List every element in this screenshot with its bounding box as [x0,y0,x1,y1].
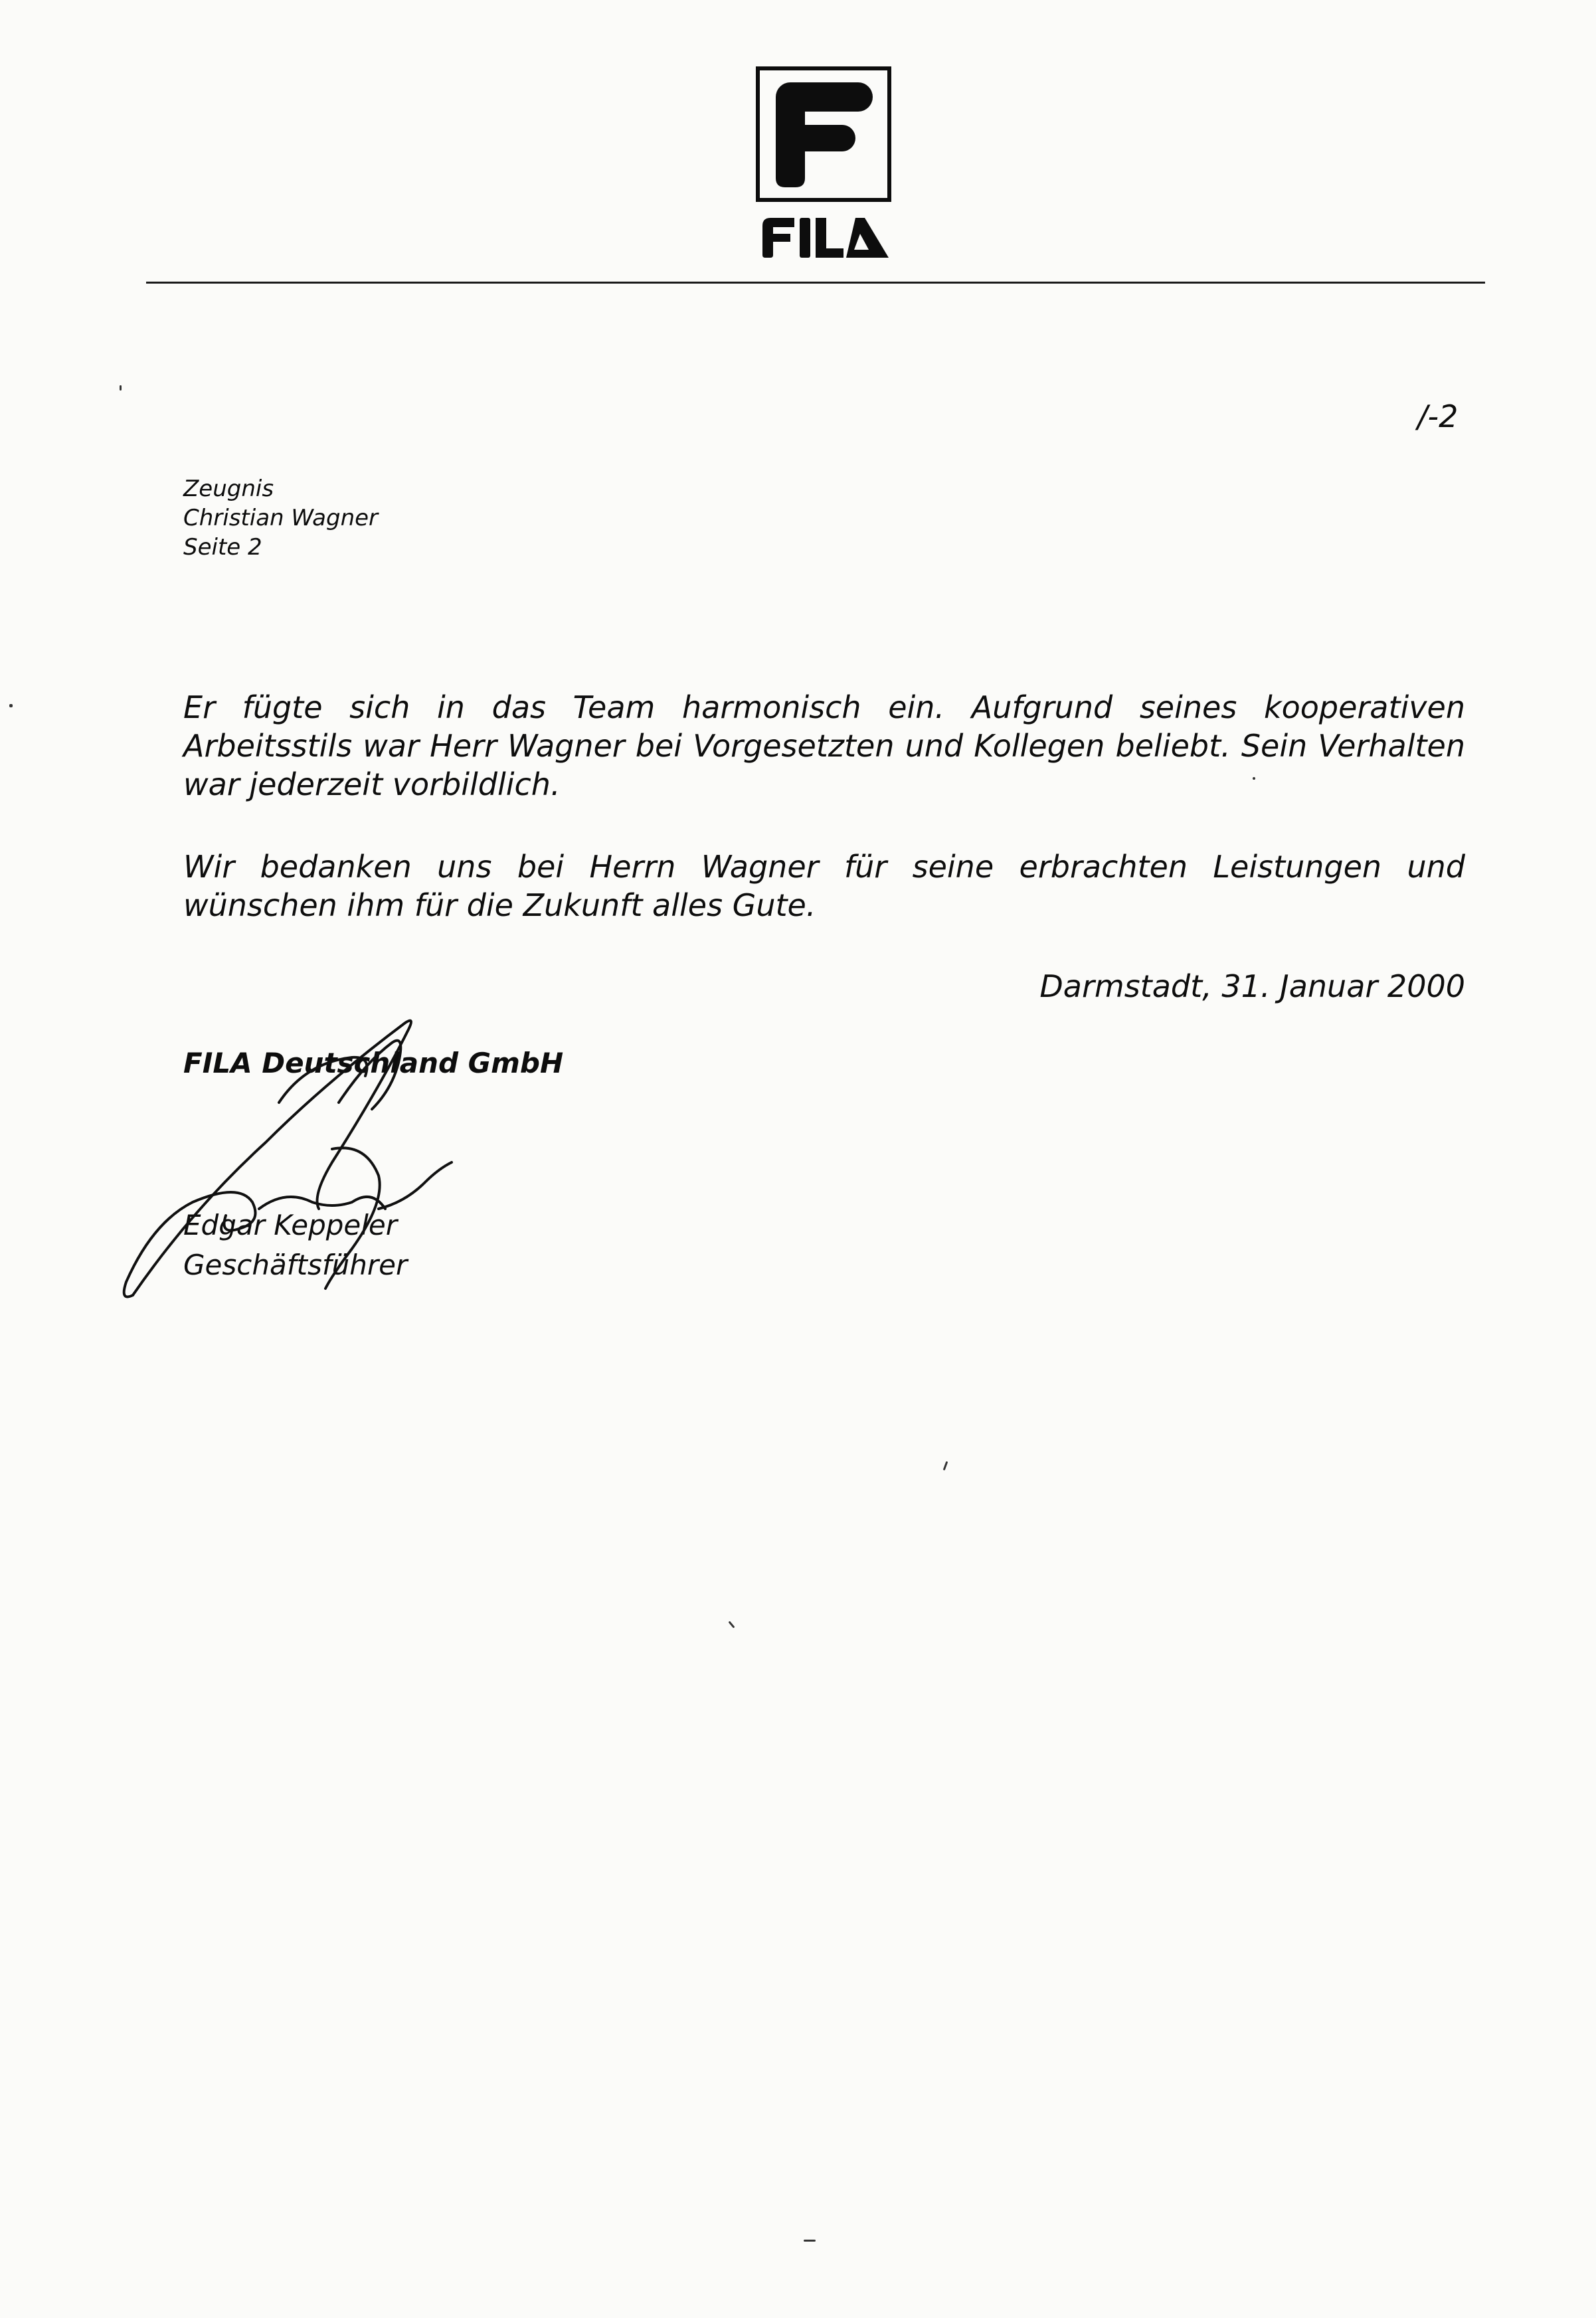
reference-person: Christian Wagner [183,505,379,531]
reference-page: Seite 2 [183,534,262,561]
body-paragraph: Er fügte sich in das Team harmonisch ein. Aufgrund seines kooperativen Arbeitsstils war Herr Wagner bei Vorgesetzten und Kollegen beliebt. Sein Verhalten war jederzeit vorbildlich. [183,689,1465,802]
scan-speck [120,385,122,391]
place-date: Darmstadt, 31. Januar 2000 [1039,968,1465,1004]
scan-speck [728,1621,735,1628]
fila-f-logo-icon [756,66,897,206]
signer-name: Edgar Keppeler [183,1209,398,1241]
signer-title: Geschäftsführer [183,1249,408,1281]
scan-speck [1253,777,1255,780]
reference-block [183,474,378,562]
body-paragraph: Wir bedanken uns bei Herrn Wagner für seine erbrachten Leistungen und wünschen ihm für die Zukunft alles Gute. [183,849,1465,923]
company-name: FILA Deutschland GmbH [183,1047,564,1079]
fila-wordmark [756,211,897,264]
signature [113,1010,578,1315]
scan-speck [943,1461,948,1471]
scan-speck [804,2240,816,2242]
fila-logo [756,66,897,206]
handwritten-signature-icon [113,1010,578,1315]
page-marker: /-2 [1417,399,1459,434]
reference-doc-type: Zeugnis [183,476,274,502]
fila-wordmark-icon [756,211,897,264]
header-rule [146,282,1485,284]
scan-speck [9,704,13,707]
